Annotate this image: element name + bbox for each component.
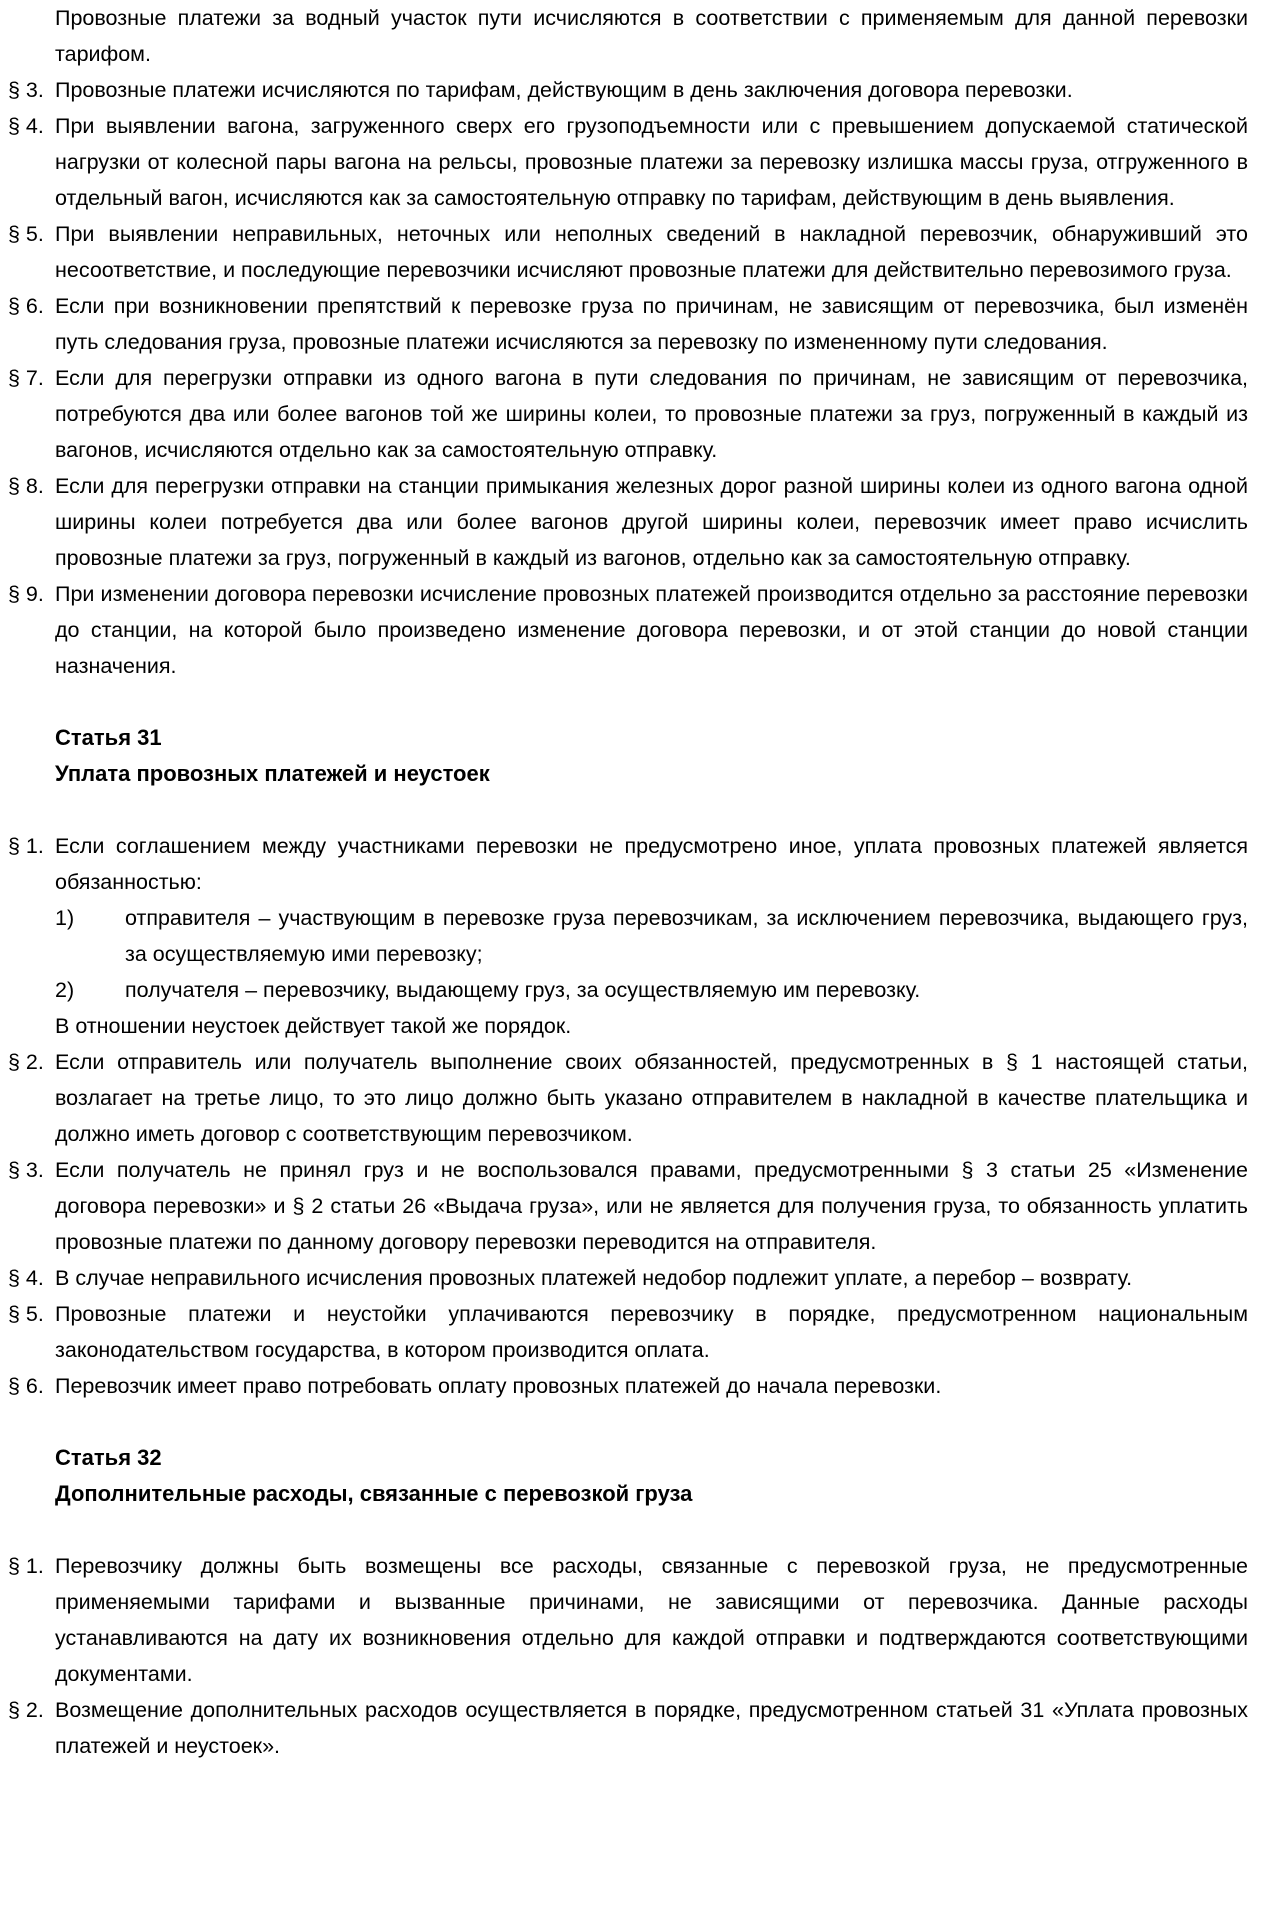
article32-heading: Статья 32 (55, 1445, 162, 1470)
article31-title: Уплата провозных платежей и неустоек (55, 761, 490, 786)
article31-paragraph-4 (8, 1260, 1248, 1296)
article30-paragraph-7 (8, 360, 1248, 468)
article31-paragraph-2 (8, 1044, 1248, 1152)
paragraph-mark: § 2. (8, 1050, 44, 1074)
paragraph-mark: § 3. (8, 1158, 44, 1182)
paragraph-mark: § 1. (8, 834, 44, 858)
article30-paragraph-9 (8, 576, 1248, 684)
paragraph-mark: § 9. (8, 582, 44, 606)
paragraph-text: Провозные платежи исчисляются по тарифам, действующим в день заключения договора перевозки. (55, 78, 1073, 102)
article30-paragraph-6 (8, 288, 1248, 360)
article32-paragraph-1 (8, 1548, 1248, 1692)
paragraph-text: Возмещение дополнительных расходов осуществляется в порядке, предусмотренном статьей 31 «Уплата провозных платежей и неустоек». (55, 1698, 1248, 1758)
article31-paragraph-3 (8, 1152, 1248, 1260)
article31-paragraph-1 (8, 828, 1248, 900)
paragraph-text: Если для перегрузки отправки из одного вагона в пути следования по причинам, не зависящим от перевозчика, потребуются два или более вагонов той же ширины колеи, то провозные платежи за груз, погруженный в каждый из вагонов, исчисляются отдельно как за самостоятельную отправку. (55, 366, 1248, 462)
article30-paragraph-5 (8, 216, 1248, 288)
paragraph-mark: § 3. (8, 78, 44, 102)
paragraph-text: В случае неправильного исчисления провозных платежей недобор подлежит уплате, а перебор – возврату. (55, 1266, 1133, 1290)
article32-title: Дополнительные расходы, связанные с перевозкой груза (55, 1481, 693, 1506)
subitem-text: получателя – перевозчику, выдающему груз, за осуществляемую им перевозку. (125, 978, 921, 1002)
subitem-text: отправителя – участвующим в перевозке груза перевозчикам, за исключением перевозчика, выдающего груз, за осуществляемую ими перевозку; (125, 906, 1248, 966)
paragraph-mark: § 4. (8, 114, 44, 138)
paragraph-text: Провозные платежи и неустойки уплачиваются перевозчику в порядке, предусмотренном национальным законодательством государства, в котором производится оплата. (55, 1302, 1248, 1362)
article31-heading: Статья 31 (55, 725, 162, 750)
paragraph-text: Если при возникновении препятствий к перевозке груза по причинам, не зависящим от перевозчика, был изменён путь следования груза, провозные платежи исчисляются за перевозку по измененному пути следования. (55, 294, 1248, 354)
paragraph-mark: § 6. (8, 294, 44, 318)
subitem-number: 1) (55, 906, 75, 930)
article31-paragraph-5 (8, 1296, 1248, 1368)
paragraph-mark: § 5. (8, 222, 44, 246)
paragraph-text: Если для перегрузки отправки на станции примыкания железных дорог разной ширины колеи из одного вагона одной ширины колеи потребуется два или более вагонов другой ширины колеи, перевозчик имеет право исчислить провозные платежи за груз, погруженный в каждый из вагонов, отдельно как за самостоятельную отправку. (55, 474, 1248, 570)
subitem-number: 2) (55, 978, 75, 1002)
paragraph-mark: § 1. (8, 1554, 44, 1578)
paragraph-mark: § 7. (8, 366, 44, 390)
article31-subitem-1 (8, 900, 1248, 972)
paragraph-text: Если соглашением между участниками перевозки не предусмотрено иное, уплата провозных платежей является обязанностью: (55, 834, 1248, 894)
article30-paragraph-8 (8, 468, 1248, 576)
paragraph-mark: § 6. (8, 1374, 44, 1398)
paragraph-text: Перевозчику должны быть возмещены все расходы, связанные с перевозкой груза, не предусмотренные применяемыми тарифами и вызванные причинами, не зависящими от перевозчика. Данные расходы устанавливаются на дату их возникновения отдельно для каждой отправки и подтверждаются соответствующими документами. (55, 1554, 1248, 1686)
paragraph-text: Перевозчик имеет право потребовать оплату провозных платежей до начала перевозки. (55, 1374, 942, 1398)
article32-paragraph-2 (8, 1692, 1248, 1764)
article31-note: В отношении неустоек действует такой же порядок. (55, 1014, 572, 1038)
paragraph-text: Если отправитель или получатель выполнение своих обязанностей, предусмотренных в § 1 настоящей статьи, возлагает на третье лицо, то это лицо должно быть указано отправителем в накладной в качестве плательщика и должно иметь договор с соответствующим перевозчиком. (55, 1050, 1248, 1146)
paragraph-mark: § 5. (8, 1302, 44, 1326)
intro-paragraph (8, 0, 1248, 72)
article31-subitem-2 (8, 972, 1248, 1008)
article30-paragraph-4 (8, 108, 1248, 216)
paragraph-mark: § 4. (8, 1266, 44, 1290)
paragraph-mark: § 2. (8, 1698, 44, 1722)
article30-paragraph-3 (8, 72, 1248, 108)
paragraph-text: При выявлении вагона, загруженного сверх его грузоподъемности или с превышением допускаемой статической нагрузки от колесной пары вагона на рельсы, провозные платежи за перевозку излишка массы груза, отгруженного в отдельный вагон, исчисляются как за самостоятельную отправку по тарифам, действующим в день выявления. (55, 114, 1248, 210)
paragraph-mark: § 8. (8, 474, 44, 498)
paragraph-text: При выявлении неправильных, неточных или неполных сведений в накладной перевозчик, обнаруживший это несоответствие, и последующие перевозчики исчисляют провозные платежи для действительно перевозимого груза. (55, 222, 1248, 282)
paragraph-text: Провозные платежи за водный участок пути исчисляются в соответствии с применяемым для данной перевозки тарифом. (55, 6, 1248, 66)
paragraph-text: При изменении договора перевозки исчисление провозных платежей производится отдельно за расстояние перевозки до станции, на которой было произведено изменение договора перевозки, и от этой станции до новой станции назначения. (55, 582, 1248, 678)
paragraph-text: Если получатель не принял груз и не воспользовался правами, предусмотренными § 3 статьи 25 «Изменение договора перевозки» и § 2 статьи 26 «Выдача груза», или не является для получения груза, то обязанность уплатить провозные платежи по данному договору перевозки переводится на отправителя. (55, 1158, 1248, 1254)
article31-paragraph-6 (8, 1368, 1248, 1404)
